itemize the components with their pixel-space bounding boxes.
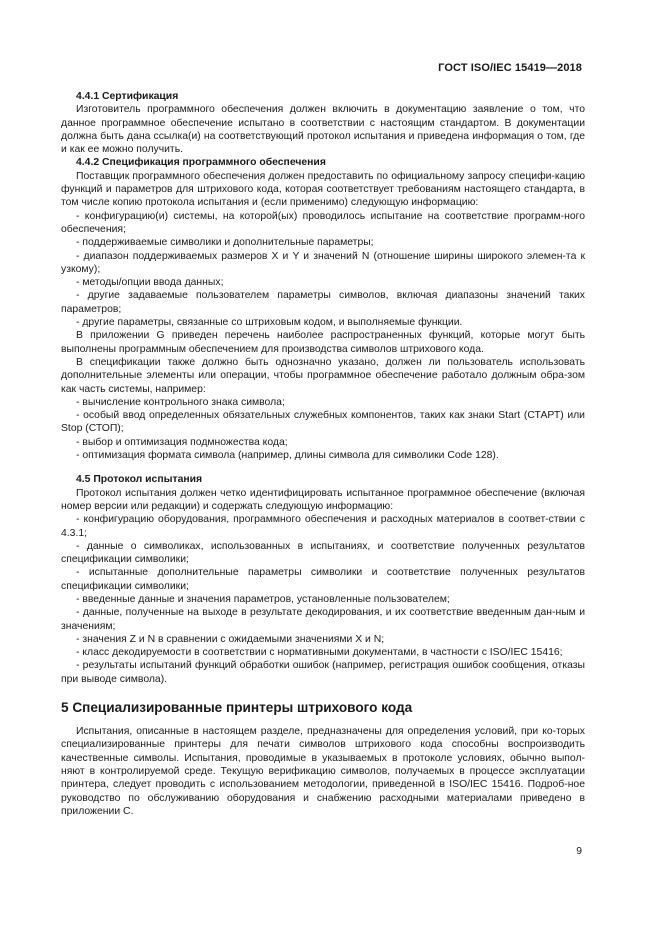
section-4-5-heading: 4.5 Протокол испытания <box>76 474 203 486</box>
list-item: - результаты испытаний функций обработки ошибок (например, регистрация ошибок сообщения, отказы при выводе символа). <box>61 660 585 685</box>
list-item: - данные, полученные на выходе в результате декодирования, и их соответствие введенным дан-ным и значениям; <box>61 607 585 632</box>
list-item: - диапазон поддерживаемых размеров X и Y и значений N (отношение ширины широкого элемен-та к узкому); <box>61 250 585 275</box>
page-number: 9 <box>576 846 582 857</box>
list-item: - данные о символиках, использованных в испытаниях, и соответствие полученных результатов спецификации символики; <box>61 540 585 566</box>
section-4-4-2-heading: 4.4.2 Спецификация программного обеспечения <box>76 157 326 169</box>
section-5-heading: 5 Специализированные принтеры штрихового кода <box>61 700 413 716</box>
page-content <box>61 90 585 818</box>
list-item: - вычисление контрольного знака символа; <box>76 396 285 408</box>
document-header: ГОСТ ISO/IEC 15419—2018 <box>438 62 582 74</box>
list-item: - оптимизация формата символа (например, длины символа для символики Code 128). <box>76 450 499 462</box>
section-4-4-1-text: Изготовитель программного обеспечения должен включить в документацию заявление о том, что данное программное обеспечение испытано в соответствии с настоящим стандартом. В документации должна быть дана ссылка(и) на соответствующий протокол испытания и приведена информация о том, где и как ее можно получить. <box>61 104 585 156</box>
section-4-5-intro: Протокол испытания должен четко идентифицировать испытанное программное обеспечение (включая номер версии или редакции) и содержать следующую информацию: <box>61 487 585 512</box>
list-item: - методы/опции ввода данных; <box>76 277 224 289</box>
list-item: - конфигурацию оборудования, программного обеспечения и расходных материалов в соответ-ствии с 4.3.1; <box>61 514 585 539</box>
list-item: - другие задаваемые пользователем параметры символов, включая диапазоны значений таких параметров; <box>61 290 585 315</box>
list-item: - другие параметры, связанные со штриховым кодом, и выполняемые функции. <box>76 317 463 329</box>
list-item: - конфигурацию(и) системы, на которой(ых) проводилось испытание на соответствие программ-ного обеспечения; <box>61 210 585 235</box>
section-4-4-1-heading: 4.4.1 Сертификация <box>76 91 179 102</box>
list-item: - выбор и оптимизация подмножества кода; <box>76 436 288 448</box>
list-item: - введенные данные и значения параметров, установленные пользователем; <box>76 593 450 605</box>
section-4-4-2-intro: Поставщик программного обеспечения должен предоставить по официальному запросу специфи-кацию функций и параметров для штрихового кода, которая соответствует требованиям настоящего стандарта, в том числе копию протокола испытания и (если применимо) следующую информацию: <box>61 170 585 209</box>
list-item: - испытанные дополнительные параметры символики и соответствие полученных результатов спецификации символики; <box>61 567 585 592</box>
section-4-4-2-para2: В приложении G приведен перечень наиболее распространенных функций, которые могут быть выполнены программным обеспечением для производства символов штрихового кода. <box>61 330 585 355</box>
section-4-4-2-para3: В спецификации также должно быть однозначно указано, должен ли пользователь использовать дополнительные элементы или операции, чтобы программное обеспечение работало должным обра-зом как часть системы, например: <box>61 356 585 395</box>
list-item: - особый ввод определенных обязательных служебных компонентов, таких как знаки Start (СТАРТ) или Stop (СТОП); <box>61 410 585 435</box>
list-item: - значения Z и N в сравнении с ожидаемыми значениями X и N; <box>76 633 385 645</box>
section-5-text: Испытания, описанные в настоящем разделе, предназначены для определения условий, при ко-торых специализированные принтеры для печати символов штрихового кода способны воспроизводить качественные символы. Испытания, проводимые в указываемых в протоколе условиях, обычно выпол-няют в контролируемой среде. Текущую верификацию символов, получаемых в процессе эксплуатации принтера, следует проводить с использованием методологии, приведенной в ISO/IEC 15416. Подроб-ное руководство по обслуживанию оборудования и снабжению расходными материалами приведено в приложении С. <box>61 726 585 817</box>
list-item: - поддерживаемые символики и дополнительные параметры; <box>76 237 374 249</box>
list-item: - класс декодируемости в соответствии с нормативными документами, в частности с ISO/IEC 15416; <box>76 647 563 659</box>
